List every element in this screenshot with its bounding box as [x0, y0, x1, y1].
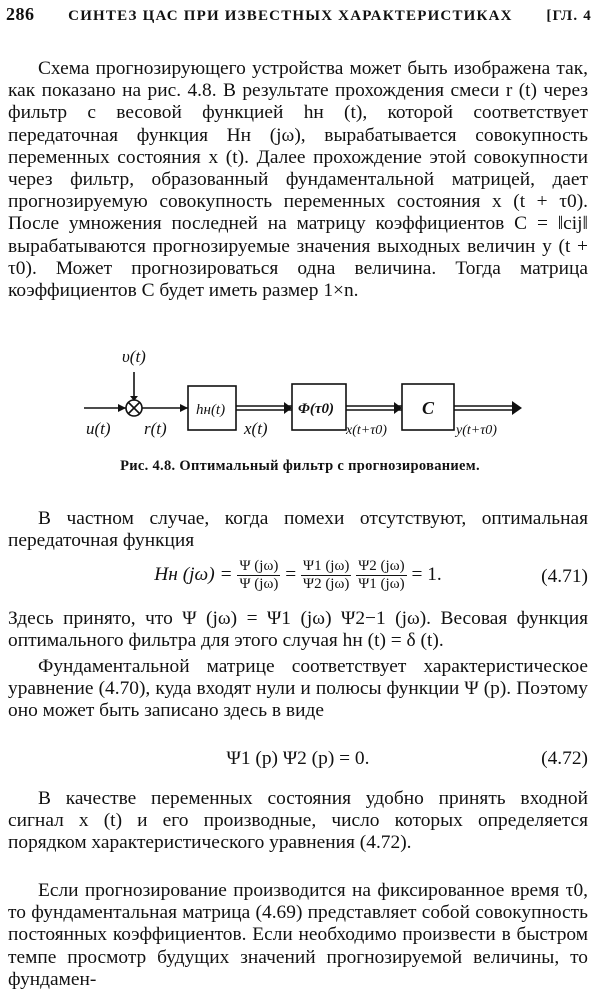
equation-number-4-72: (4.72)	[541, 748, 588, 769]
paragraph-3	[8, 608, 588, 652]
eq72-body: Ψ1 (p) Ψ2 (p) = 0.	[226, 748, 370, 769]
label-v: υ(t)	[122, 347, 146, 366]
paragraph-5-text: В качестве переменных состояния удобно принять входной сигнал x (t) и его производные, число которых определяется порядком характеристического уравнения (4.72).	[8, 788, 588, 854]
label-xt: x(t+τ0)	[346, 423, 387, 438]
eq71-rhs: = 1.	[411, 563, 442, 585]
paragraph-2	[8, 508, 588, 552]
figure-caption: Рис. 4.8. Оптимальный фильтр с прогнозированием.	[120, 458, 480, 474]
chapter-label: [ГЛ. 4	[546, 8, 592, 24]
eq71-frac1-den: Ψ (jω)	[239, 576, 279, 592]
equation-number-4-71: (4.71)	[541, 566, 588, 587]
label-x: x(t)	[244, 419, 268, 438]
running-title: СИНТЕЗ ЦАС ПРИ ИЗВЕСТНЫХ ХАРАКТЕРИСТИКАХ	[68, 8, 513, 24]
eq71-frac1	[237, 558, 280, 593]
paragraph-2-text: В частном случае, когда помехи отсутствуют, оптимальная передаточная функция	[8, 508, 588, 552]
equation-4-71-body	[8, 558, 588, 593]
paragraph-5	[8, 788, 588, 855]
eq71-frac3-num: Ψ2 (jω)	[358, 558, 405, 574]
label-u: u(t)	[86, 419, 111, 438]
eq71-frac2-num: Ψ1 (jω)	[303, 558, 350, 574]
equation-4-72	[8, 748, 588, 788]
arrow-x	[284, 402, 292, 414]
arrow-u	[118, 404, 126, 412]
paragraph-1	[8, 58, 588, 302]
equation-4-71	[8, 556, 588, 596]
paragraph-4-text: Фундаментальной матрице соответствует характеристическое уравнение (4.70), куда входят нули и полюсы функции Ψ (p). Поэтому оно может быть записано здесь в виде	[8, 656, 588, 722]
label-h: hн(t)	[196, 402, 226, 418]
eq71-frac2	[301, 558, 351, 593]
arrow-r	[180, 404, 188, 412]
paragraph-6	[8, 880, 588, 991]
paragraph-4	[8, 656, 588, 723]
eq71-frac1-num: Ψ (jω)	[239, 558, 279, 574]
arrow-xt	[394, 402, 402, 414]
label-phi: Φ(τ0)	[298, 401, 334, 417]
paragraph-3-text: Здесь принято, что Ψ (jω) = Ψ1 (jω) Ψ2−1 (jω). Весовая функция оптимального фильтра для этого случая hн (t) = δ (t).	[8, 608, 588, 652]
block-diagram	[84, 346, 524, 446]
eq71-eq-sign: =	[285, 563, 297, 585]
paragraph-6-text: Если прогнозирование производится на фиксированное время τ0, то фундаментальная матрица (4.69) представляет собой совокупность постоянных коэффициентов. Если необходимо произвести в быстром темпе просмотр будущих значений прогнозируемой величины, то фундамен-	[8, 880, 588, 990]
arrow-y	[512, 401, 522, 415]
eq71-lhs: Hн (jω) =	[154, 563, 233, 585]
page-header	[6, 4, 592, 30]
eq71-frac3	[356, 558, 406, 593]
eq71-frac2-den: Ψ2 (jω)	[303, 576, 350, 592]
label-r: r(t)	[144, 419, 167, 438]
label-y: y(t+τ0)	[456, 423, 497, 438]
paragraph-1-text: Схема прогнозирующего устройства может быть изображена так, как показано на рис. 4.8. В результате прохождения смеси r (t) через фильтр с весовой функцией hн (t), которой соответствует передаточная функция Hн (jω), вырабатывается совокупность переменных состояния x (t). Далее прохождение этой совокупности через фильтр, образованный фундаментальной матрицей, дает прогнозируемую совокупность переменных состояния x (t + τ0). После умножения последней на матрицу коэффициентов C = ‖cij‖ вырабатываются прогнозируемые значения выходных величин y (t + τ0). Может прогнозироваться одна величина. Тогда матрица коэффициентов C будет иметь размер 1×n.	[8, 58, 588, 302]
page-number: 286	[6, 4, 35, 24]
eq71-frac3-den: Ψ1 (jω)	[358, 576, 405, 592]
label-c: C	[422, 398, 435, 418]
